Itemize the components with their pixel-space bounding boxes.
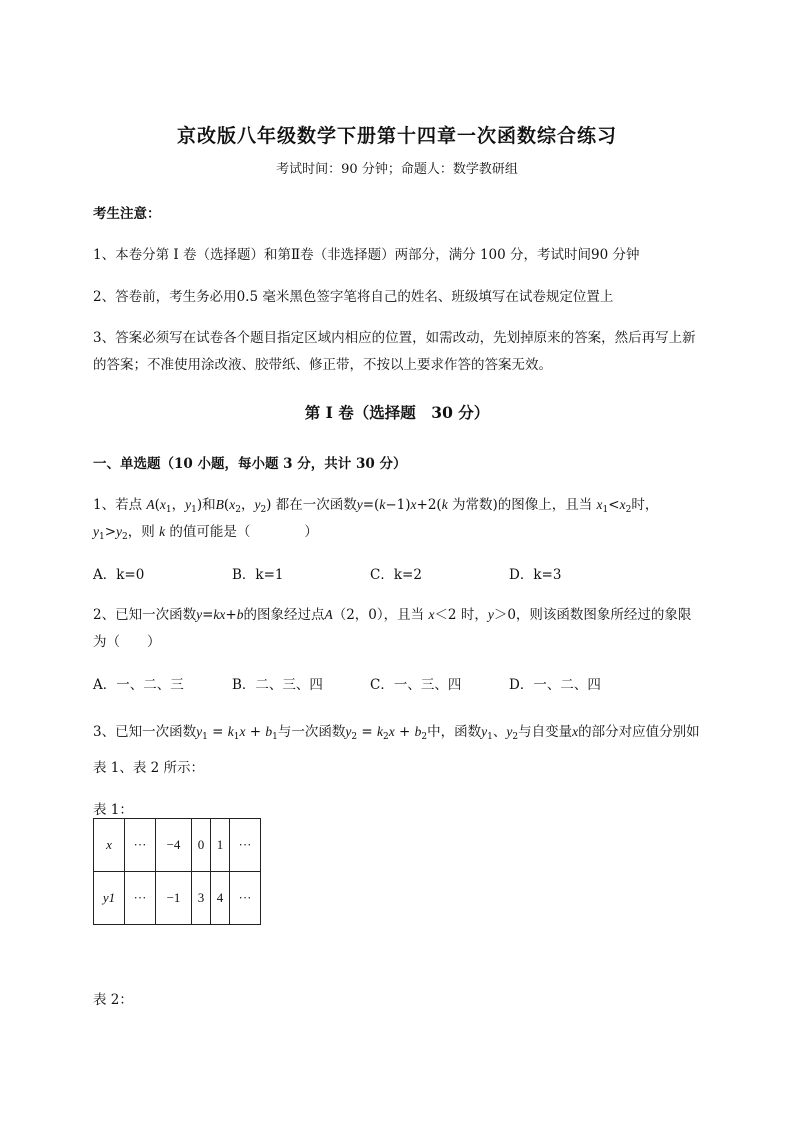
question-2-option-d: D．一、二、四 (509, 677, 601, 693)
notice-item-3-line-2: 的答案；不准使用涂改液、胶带纸、修正带，不按以上要求作答的答案无效。 (93, 357, 552, 373)
table-cell: −1 (156, 872, 192, 925)
question-3-line-1: 3、已知一次函数$y_1 = k_1x + b_1$与一次函数$y_2 = k_2x + b_2$中，函数$y_1$、$y_2$与自变量x的部分对应值分别如 (93, 724, 700, 742)
notice-item-2: 2、答卷前，考生务必用0.5 毫米黑色签字笔将自己的姓名、班级填写在试卷规定位置上 (93, 289, 614, 305)
table-cell: 0 (192, 819, 211, 872)
table-cell: 1 (211, 819, 230, 872)
table-cell: ··· (125, 819, 156, 872)
table-cell: ··· (125, 872, 156, 925)
table-row (94, 872, 261, 925)
question-1-option-d: D．k=3 (509, 567, 562, 583)
question-2-line-1: 2、已知一次函数y=kx+b的图象经过点A（2，0），且当 x＜2 时，y＞0，则该函数图象所经过的象限 (93, 607, 692, 623)
table-cell: ··· (230, 819, 261, 872)
question-1-option-b: B．k=1 (232, 567, 284, 583)
part-heading: 一、单选题（10 小题，每小题 3 分，共计 30 分） (93, 456, 407, 472)
table-row (94, 819, 261, 872)
notice-item-1: 1、本卷分第 I 卷（选择题）和第Ⅱ卷（非选择题）两部分，满分 100 分，考试时间90 分钟 (93, 247, 640, 263)
table-cell: 3 (192, 872, 211, 925)
table-1 (93, 818, 261, 925)
question-2-option-c: C．一、三、四 (370, 677, 462, 693)
exam-info: 考试时间：90 分钟；命题人：数学教研组 (276, 162, 518, 177)
question-2-option-b: B．二、三、四 (232, 677, 323, 693)
notice-item-3-line-1: 3、答案必须写在试卷各个题目指定区域内相应的位置，如需改动，先划掉原来的答案，然后再写上新 (93, 330, 696, 346)
question-2-line-2: 为（ ） (93, 634, 161, 650)
question-3-line-2: 表 1、表 2 所示： (93, 760, 205, 776)
notice-heading: 考生注意： (93, 206, 161, 222)
page-title: 京改版八年级数学下册第十四章一次函数综合练习 (176, 125, 617, 147)
table-cell: x (94, 819, 125, 872)
table-2-label: 表 2： (93, 992, 133, 1008)
section-title: 第 I 卷（选择题 30 分） (304, 403, 490, 422)
table-cell: −4 (156, 819, 192, 872)
question-2-option-a: A．一、二、三 (93, 677, 184, 693)
table-1-label: 表 1： (93, 802, 133, 818)
question-1-line-2: $y_1>y_2$，则 k 的值可能是（ ） (93, 524, 318, 542)
question-1-option-c: C．k=2 (370, 567, 422, 583)
question-1-line-1: 1、若点 $A(x_1$，$y_1$)和$B(x_2$，$y_2$) 都在一次函数y=(k−1)x+2(k 为常数)的图像上，且当 $x_1<x_2$时， (93, 497, 659, 515)
table-cell: y1 (94, 872, 125, 925)
question-1-option-a: A．k=0 (93, 567, 145, 583)
table-cell: 4 (211, 872, 230, 925)
table-cell: ··· (230, 872, 261, 925)
